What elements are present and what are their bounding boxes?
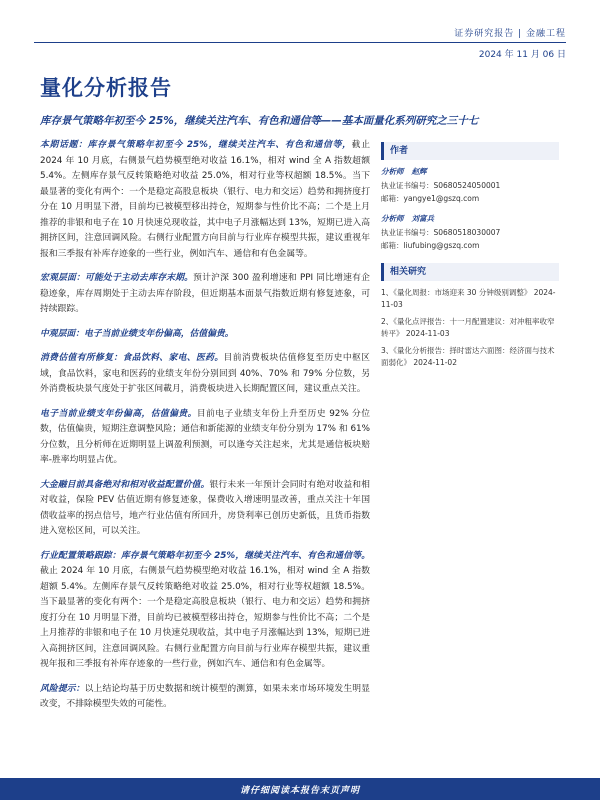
section-lead: 行业配置策略跟踪：库存景气策略年初至今 25%，继续关注汽车、有色和通信等。: [40, 550, 370, 561]
section-text: 银行未来一年预计会同时有绝对收益和相对收益，保险 PEV 估值近期有修复迹象，保费收入增速明显改善，重点关注十年国债收益率的拐点信号，地产行业估值有所回升，房贷利率已创历史新低，且货币指数进入宽松区间，可以关注。: [40, 479, 370, 536]
header-rule: [34, 42, 566, 43]
author-email[interactable]: 邮箱：liufubing@gszq.com: [381, 241, 480, 250]
related-report-link[interactable]: 2、《量化点评报告：十一月配置建议：对冲粗率收窄转平》 2024-11-03: [381, 317, 555, 338]
related-report-link[interactable]: 3、《量化分析报告：择时雷达六面图：经济面与技术面弱化》 2024-11-02: [381, 346, 555, 367]
section-text: 预计沪深 300 盈利增速和 PPI 同比增速有企稳迹象，库存周期处于主动去库存阶段，但近期基本面景气指数近期有修复迹象，可持续跟踪。: [40, 273, 370, 314]
spacer: [381, 253, 559, 263]
section-lead: 宏观层面：可能处于主动去库存末期。: [40, 273, 194, 283]
section-text: 以上结论均基于历史数据和统计模型的测算，如果未来市场环境发生明显改变，不排除模型失效的可能性。: [40, 683, 370, 709]
author-role: 分析师: [381, 167, 404, 176]
author-license: 执业证书编号：S0680524050001: [381, 181, 501, 190]
author-block: [381, 213, 559, 252]
author-role: 分析师: [381, 214, 404, 223]
section-text: 目前电子业绩支年份上升至历史 92% 分位数，估值偏贵，短期注意调整风险；通信和新能源的业绩支年份分别为 17% 和 61% 分位数，且分析师在近期明显上调盈利预测，可以逢夸关注起来，尤其是通信板块赔率-胜率均明显占优。: [40, 408, 370, 465]
section-finance: [40, 478, 370, 540]
section-lead: 中观层面：电子当前业绩支年份偏高，估值偏贵。: [40, 328, 234, 339]
sidebar: [381, 142, 559, 374]
section-lead: 风险提示：: [40, 683, 85, 694]
section-electronics: [40, 407, 370, 469]
related-heading: 相关研究: [381, 263, 559, 281]
author-header: [381, 166, 559, 178]
related-report-link[interactable]: 1、《量化周报：市场迎来 30 分钟级别调整》 2024-11-03: [381, 288, 556, 309]
spacer: [381, 206, 559, 213]
section-text: 截止 2024 年 10 月底，右侧景气趋势模型绝对收益 16.1%，相对 wind 全 A 指数超额 5.4%。左侧库存景气反转策略绝对收益 25.0%，相对行业等权超额 18.5%。当下最显著的变化有两个：一个是稳定高股息板块（银行、电力和交运）趋势和拥挤度打分在 10 月明显下滑，目前均已被模型移出持仓，短期参与性价比不高；二个是上月推荐的非银和电子在 10 月快速兑现收益，其中电子月涨幅达到 13%，短期已进入高拥挤区间，注意回调风险。右侧行业配置方向目前与行业库存模型共振，建议重视年报和三季报有补库存迹象的一些行业，例如汽车、通信和有色金属等。: [40, 140, 370, 259]
author-email[interactable]: 邮箱：yangye1@gszq.com: [381, 194, 480, 203]
author-header: [381, 213, 559, 225]
author-block: [381, 166, 559, 205]
section-consumer: [40, 351, 370, 398]
authors-heading: 作者: [381, 142, 559, 160]
report-category: 证券研究报告 | 金融工程: [454, 29, 566, 39]
section-lead: 大金融目前具备绝对和相对收益配置价值。: [40, 479, 210, 490]
section-lead: 本期话题：库存景气策略年初至今 25%，继续关注汽车、有色和通信等，: [40, 140, 352, 150]
report-body: [40, 138, 370, 722]
section-text: 目前消费板块估值修复至历史中枢区域，食品饮料，家电和医药的业绩支年份分别回到 40%、70% 和 79% 分位数，另外消费板块景气度处于扩张区间載月，消费板块进入长期配置区间，建议重点关注。: [40, 353, 370, 394]
author-license: 执业证书编号：S0680518030007: [381, 228, 501, 237]
report-date: 2024 年 11 月 06 日: [478, 50, 566, 60]
author-name: 刘富兵: [411, 214, 434, 223]
footer-disclaimer: 请仔细阅读本报告末页声明: [239, 786, 360, 796]
section-text: 截止 2024 年 10 月底，右侧景气趋势模型绝对收益 16.1%，相对 wind 全 A 指数超额 5.4%。左侧库存景气反转策略绝对收益 25.0%，相对行业等权超额 18.5%。当下最显著的变化有两个：一个是稳定高股息板块（银行、电力和交运）趋势和拥挤度打分在 10 月明显下滑，目前均已被模型移出持仓，短期参与性价比不高；二个是上月推荐的非银和电子在 10 月快速兑现收益，其中电子月涨幅达到 13%，短期已进入高拥挤区间，注意回调风险。右侧行业配置方向目前与行业库存模型共振，建议重视年报和三季报有补库存迹象的一些行业，例如汽车、通信和有色金属等。: [40, 566, 370, 669]
section-meso: [40, 327, 370, 343]
section-lead: 电子当前业绩支年份偏高，估值偏贵。: [40, 408, 197, 419]
document-type-title: 量化分析报告: [40, 76, 172, 100]
report-headline: 库存景气策略年初至今 25%，继续关注汽车、有色和通信等——基本面量化系列研究之三十七: [40, 115, 479, 127]
section-topic: [40, 138, 370, 262]
section-macro: [40, 271, 370, 318]
section-lead: 消费估值有所修复：食品饮料、家电、医药。: [40, 353, 224, 363]
section-strategy: [40, 549, 370, 673]
section-risk: [40, 682, 370, 713]
author-name: 赵辉: [411, 167, 427, 176]
